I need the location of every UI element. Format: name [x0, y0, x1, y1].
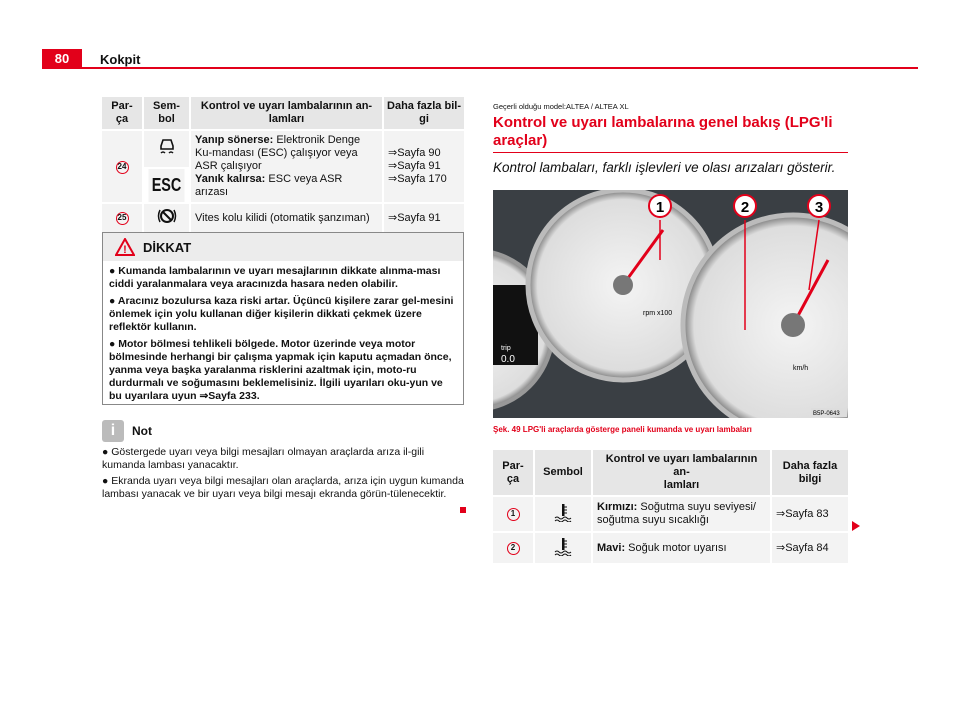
page-number: 80 — [42, 49, 82, 69]
page-ref[interactable]: ⇒Sayfa 170 — [388, 173, 447, 185]
part-number: 25 — [116, 212, 129, 225]
desc: Elektronik Denge Ku-mandası (ESC) çalışıyor veya ASR çalışıyor — [195, 134, 361, 172]
callout-2: 2 — [740, 199, 750, 216]
col-header: Sem- bol — [144, 97, 189, 129]
desc: Soğutma suyu seviyesi/ soğutma suyu sıcaklığı — [597, 501, 756, 526]
page-ref[interactable]: ⇒Sayfa 90 — [388, 147, 441, 159]
col-header: Daha fazla bil- gi — [384, 97, 464, 129]
col-header: Kontrol ve uyarı lambalarının an- lamları — [191, 97, 382, 129]
page-ref[interactable]: ⇒Sayfa 83 — [772, 497, 848, 531]
trip-value: 0.0 — [501, 354, 515, 365]
header-divider — [42, 67, 918, 69]
warning-triangle-icon — [115, 238, 135, 256]
figure-caption: Şek. 49 LPG'li araçlarda gösterge paneli kumanda ve uyarı lambaları — [493, 425, 752, 434]
note-title: Not — [132, 424, 152, 438]
col-header: Par- ça — [102, 97, 142, 129]
table-row — [102, 131, 464, 167]
section-subtitle: Kontrol lambaları, farklı işlevleri ve olası arızaları gösterir. — [493, 160, 836, 175]
section-heading: Kontrol ve uyarı lambalarına genel bakış (LPG'li araçlar) — [493, 114, 848, 153]
left-table — [100, 95, 466, 234]
page-ref[interactable]: ⇒Sayfa 84 — [772, 533, 848, 563]
section-title: Kokpit — [100, 52, 141, 67]
info-icon: i — [102, 420, 124, 442]
note-item: ● Göstergede uyarı veya bilgi mesajları olmayan araçlarda arıza il-gili kumanda lambası yanacaktır. — [102, 446, 425, 471]
gear-lock-icon — [144, 204, 189, 232]
table-row — [102, 204, 464, 232]
page-ref[interactable]: ⇒Sayfa 91 — [388, 160, 441, 172]
svg-text:!: ! — [123, 244, 127, 256]
table-row — [493, 497, 848, 531]
col-header: Sembol — [535, 450, 591, 495]
warning-box — [102, 232, 464, 405]
callout-1: 1 — [655, 199, 665, 216]
callout-3: 3 — [814, 199, 824, 216]
model-note: Geçerli olduğu model:ALTEA / ALTEA XL — [493, 102, 629, 111]
desc: Vites kolu kilidi (otomatik şanzıman) — [191, 204, 382, 232]
warning-item: ● Kumanda lambalarının ve uyarı mesajlarının dikkate alınma-ması ciddi yaralanmalara veya aracınızda hasara neden olabilir. — [109, 265, 441, 290]
part-number: 24 — [116, 161, 129, 174]
part-number: 2 — [507, 542, 520, 555]
end-marker — [460, 507, 466, 513]
col-header: Daha fazla bilgi — [772, 450, 848, 495]
warning-title: DİKKAT — [143, 239, 192, 255]
kmh-label: km/h — [793, 365, 809, 372]
desc: Soğuk motor uyarısı — [625, 541, 727, 554]
esc-skid-icon — [144, 131, 189, 167]
page-ref[interactable]: ⇒Sayfa 91 — [384, 204, 464, 232]
trip-label: trip — [501, 345, 511, 352]
note-box — [102, 420, 464, 501]
esc-icon: ESC — [149, 169, 185, 202]
note-item: ● Ekranda uyarı veya bilgi mesajları olan araçlarda, arıza için uygun kumanda lambası yanacak ve bir uyarı veya bilgi mesajı ekranda görün-tülenecektir. — [102, 475, 464, 500]
bold-label: Kırmızı: — [597, 501, 638, 513]
figure-code: B5P-0643 — [813, 411, 840, 417]
bold-label: Yanıp sönerse: — [195, 134, 274, 146]
rpm-label: rpm x100 — [643, 310, 673, 317]
col-header: Kontrol ve uyarı lambalarının an- lamları — [593, 450, 770, 495]
table-row — [493, 533, 848, 563]
instrument-cluster-figure — [493, 190, 848, 418]
coolant-temp-icon — [535, 497, 591, 531]
col-header: Par- ça — [493, 450, 533, 495]
right-table — [491, 448, 850, 565]
desc: ESC veya ASR arızası — [195, 173, 343, 198]
warning-item: ● Motor bölmesi tehlikeli bölgede. Motor üzerinde veya motor bölmesinde herhangi bir çalışma yapmak için kaputu açmadan önce, yanma veya başka yaralanma risklerini azaltmak için, moto-ru durdurmalı ve soğumasını beklemelisiniz. İlgili uyarıları oku-yun ve bu uyarılara uyun ⇒Sayfa 233. — [109, 338, 452, 402]
warning-item: ● Aracınız bozulursa kaza riski artar. Üçüncü kişilere zarar gel-mesini önlemek için yolu kullanan diğer kişilerin dikkati çekmek üzere reflektör kullanın. — [109, 295, 454, 333]
continue-arrow-icon — [852, 521, 860, 531]
part-number: 1 — [507, 508, 520, 521]
bold-label: Yanık kalırsa: — [195, 173, 266, 185]
bold-label: Mavi: — [597, 541, 626, 554]
coolant-temp-icon — [535, 533, 591, 563]
